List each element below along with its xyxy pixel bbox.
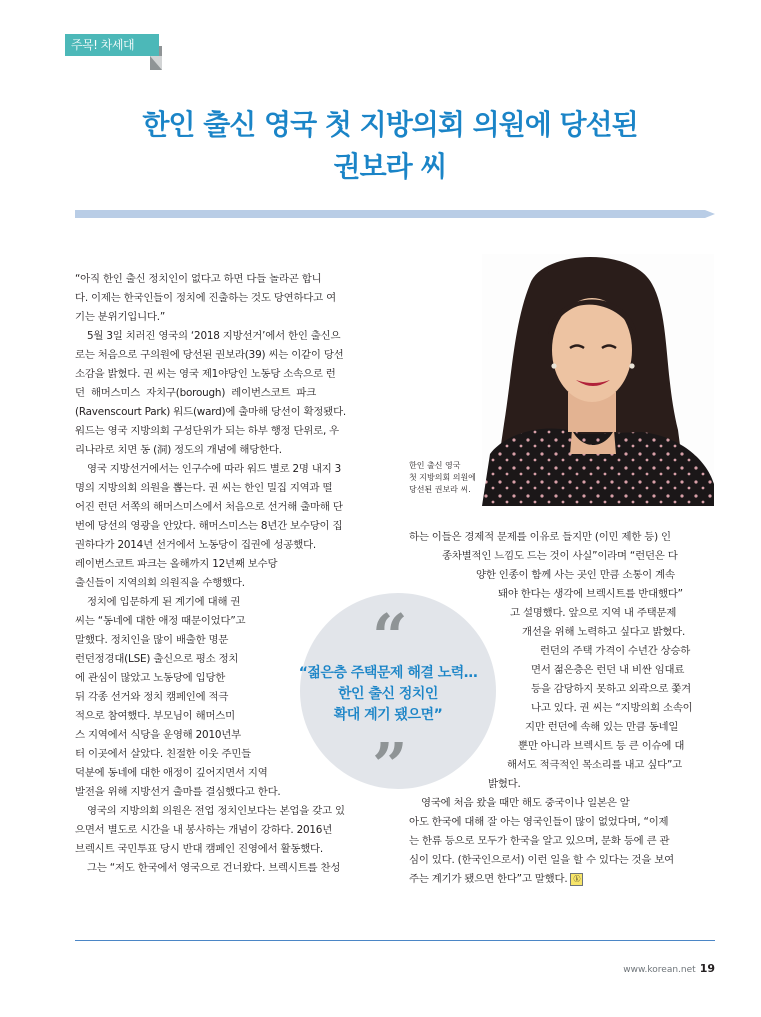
- section-tag-fold: [150, 56, 162, 70]
- body-text-line: 등을 감당하지 못하고 외곽으로 쫓겨: [531, 683, 691, 695]
- body-text-line: “아직 한인 출신 정치인이 없다고 하면 다들 놀라곤 합니: [75, 273, 322, 285]
- body-text-line: 말했다. 정치인을 많이 배출한 명문: [75, 634, 229, 646]
- body-text-line: 번에 당선의 영광을 안았다. 해머스미스는 8년간 보수당이 집: [75, 520, 343, 532]
- body-text-line: 다. 이제는 한국인들이 정치에 진출하는 것도 당연하다고 여: [75, 292, 336, 304]
- body-text-line: 으면서 별도로 시간을 내 봉사하는 개념이 강하다. 2016년: [75, 824, 333, 836]
- body-text-line: 영국의 지방의회 의원은 전업 정치인보다는 본업을 갖고 있: [87, 805, 345, 817]
- body-text-line: 정치에 입문하게 된 계기에 대해 권: [87, 596, 241, 608]
- body-text-line: 로는 처음으로 구의원에 당선된 권보라(39) 씨는 이같이 당선: [75, 349, 344, 361]
- body-text-line: 나고 있다. 권 씨는 “지방의회 소속이: [531, 702, 693, 714]
- body-text-line: 심이 있다. (한국인으로서) 이런 일을 할 수 있다는 것을 보여: [409, 854, 674, 866]
- body-text-line-text: 주는 계기가 됐으면 한다”고 말했다.: [409, 873, 568, 885]
- photo-caption-line: 한인 출신 영국: [409, 461, 461, 470]
- body-text-line: 개선을 위해 노력하고 싶다고 밝혔다.: [522, 626, 686, 638]
- body-text-line: 적으로 참여했다. 부모님이 해머스미: [75, 710, 235, 722]
- body-text-line: 출신들이 지역의회 의원직을 수행했다.: [75, 577, 245, 589]
- body-text-line: 영국에 처음 왔을 때만 해도 중국이나 일본은 알: [421, 797, 630, 809]
- portrait-illustration: [482, 254, 714, 506]
- body-text-line: 씨는 “동네에 대한 애정 때문이었다”고: [75, 615, 246, 627]
- body-text-line: 영국 지방선거에서는 인구수에 따라 워드 별로 2명 내지 3: [87, 463, 342, 475]
- body-text-line: 소감을 밝혔다. 권 씨는 영국 제1야당인 노동당 소속으로 런: [75, 368, 336, 380]
- title-underline-tip: [705, 210, 715, 218]
- body-text-line: 워드는 영국 지방의회 구성단위가 되는 하부 행정 단위로, 우: [75, 425, 340, 437]
- body-text-line: 권하다가 2014년 선거에서 노동당이 집권에 성공했다.: [75, 539, 317, 551]
- article-title-line-1: 한인 출신 영국 첫 지방의회 의원에 당선된: [142, 108, 638, 141]
- body-text-line: 5월 3일 치러진 영국의 ‘2018 지방선거’에서 한인 출신으: [87, 330, 341, 342]
- body-text-line: 명의 지방의회 의원을 뽑는다. 권 씨는 한인 밀집 지역과 떨: [75, 482, 333, 494]
- body-text-line: 면서 젊은층은 런던 내 비싼 임대료: [531, 664, 685, 676]
- korean-net-end-mark-icon: ⓚ: [570, 873, 583, 886]
- pull-quote-line: “젊은층 주택문제 해결 노력…: [298, 665, 478, 681]
- pull-quote-line: 한인 출신 정치인: [338, 686, 438, 702]
- body-text-line: 스 지역에서 식당을 운영해 2010년부: [75, 729, 241, 741]
- photo-caption-line: 첫 지방의회 의원에: [409, 473, 476, 482]
- body-text-line: 에 관심이 많았고 노동당에 입당한: [75, 672, 226, 684]
- body-text-line: 레이번스코트 파크는 올해까지 12년째 보수당: [75, 558, 278, 570]
- body-text-line: 뿐만 아니라 브렉시트 등 큰 이슈에 대: [518, 740, 685, 752]
- body-text-line: 돼야 한다는 생각에 브렉시트를 반대했다”: [498, 588, 683, 600]
- body-text-line: 뒤 각종 선거와 정치 캠페인에 적극: [75, 691, 229, 703]
- section-tag: 주목! 차세대: [65, 34, 159, 56]
- body-text-line: 던 해머스미스 자치구(borough) 레이번스코트 파크: [75, 387, 317, 399]
- body-text-line: 브렉시트 국민투표 당시 반대 캠페인 진영에서 활동했다.: [75, 843, 323, 855]
- article-title-line-2: 권보라 씨: [333, 150, 447, 183]
- title-underline: [75, 210, 715, 218]
- body-text-line: 아도 한국에 대해 잘 아는 영국인들이 많이 없었다며, “이제: [409, 816, 669, 828]
- body-text-line: 발전을 위해 지방선거 출마를 결심했다고 한다.: [75, 786, 281, 798]
- body-text-line: 해서도 적극적인 목소리를 내고 싶다”고: [507, 759, 682, 771]
- body-text-line: 기는 분위기입니다.”: [75, 311, 166, 323]
- portrait-photo: [482, 254, 714, 506]
- body-text-line: 어진 런던 서쪽의 해머스미스에서 처음으로 선거해 출마해 단: [75, 501, 343, 513]
- footer-rule: [75, 940, 715, 941]
- body-text-line: 하는 이들은 경제적 문제를 이유로 들지만 (이민 제한 등) 인: [409, 531, 671, 543]
- body-text-line: 종차별적인 느낌도 드는 것이 사실”이라며 “런던은 다: [442, 550, 678, 562]
- pull-quote-line: 확대 계기 됐으면”: [333, 707, 443, 723]
- body-text-line: 지만 런던에 속해 있는 만큼 동네일: [525, 721, 679, 733]
- body-text-line: 고 설명했다. 앞으로 지역 내 주택문제: [510, 607, 677, 619]
- body-text-line: 런던의 주택 가격이 수년간 상승하: [540, 645, 691, 657]
- body-text-line: 리나라로 치면 동 (洞) 정도의 개념에 해당한다.: [75, 444, 282, 456]
- open-quote-icon: “: [372, 600, 408, 673]
- body-text-line: 밝혔다.: [488, 778, 521, 790]
- footer-url: www.korean.net: [623, 965, 696, 975]
- photo-caption: [409, 460, 476, 496]
- photo-caption-line: 당선된 권보라 씨.: [409, 485, 471, 494]
- page-footer: [623, 962, 715, 975]
- body-text-line: 그는 “저도 한국에서 영국으로 건너왔다. 브렉시트를 찬성: [87, 862, 341, 874]
- body-text-line: [409, 870, 583, 889]
- close-quote-icon: ”: [372, 729, 408, 802]
- body-text-line: 는 한류 등으로 모두가 한국을 알고 있으며, 문화 등에 큰 관: [409, 835, 670, 847]
- page-number: 19: [699, 962, 715, 975]
- body-text-line: 런던정경대(LSE) 출신으로 평소 정치: [75, 653, 239, 665]
- body-text-line: (Ravenscourt Park) 워드(ward)에 출마해 당선이 확정됐다.: [75, 406, 347, 418]
- body-text-line: 덕분에 동네에 대한 애정이 깊어지면서 지역: [75, 767, 268, 779]
- body-text-line: 터 이곳에서 살았다. 친절한 이웃 주민들: [75, 748, 252, 760]
- body-text-line: 양한 인종이 함께 사는 곳인 만큼 소통이 계속: [476, 569, 675, 581]
